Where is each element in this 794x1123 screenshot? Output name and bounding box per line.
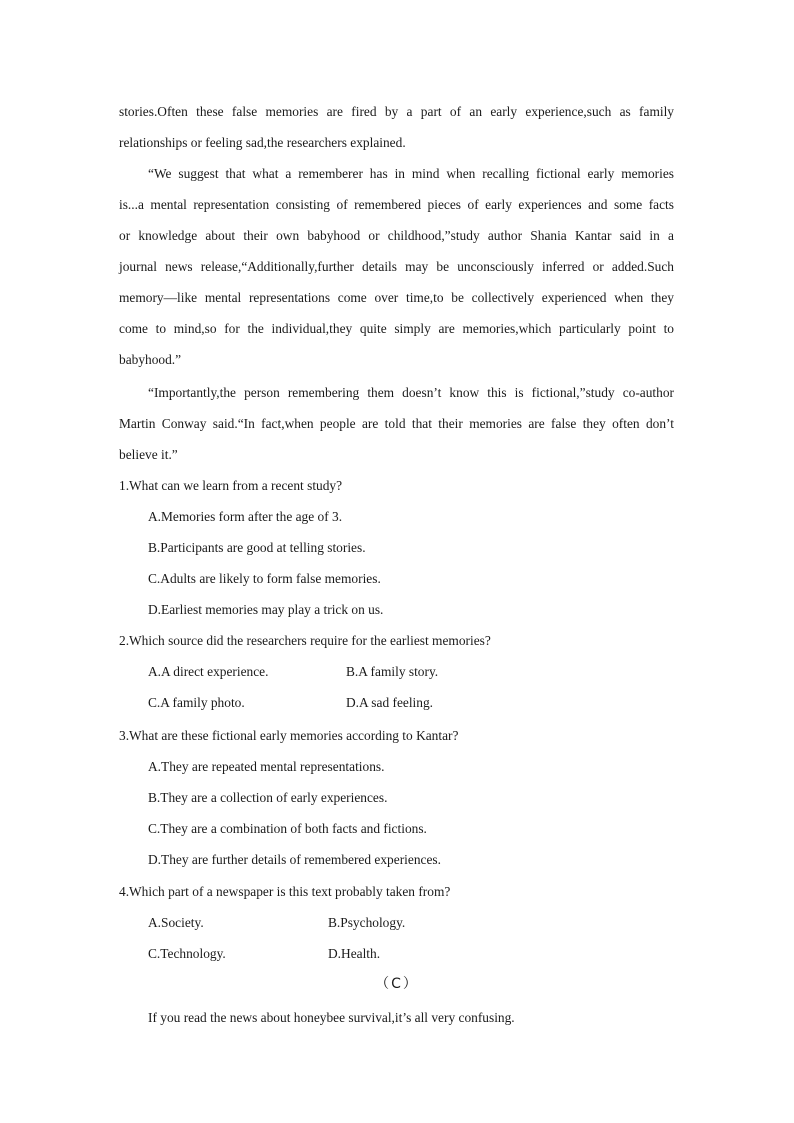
question-2-option-d: D.A sad feeling. [346, 695, 434, 710]
question-1-stem: 1.What can we learn from a recent study? [119, 478, 343, 493]
question-3-option-b: B.They are a collection of early experiences. [148, 790, 388, 805]
passage-line-6: journal news release,“Additionally,further details may be unconsciously inferred or added.Such [119, 259, 674, 274]
passage-line-1: stories.Often these false memories are fired by a part of an early experience,such as family [119, 104, 674, 119]
passage-line-4: is...a mental representation consisting of remembered pieces of early experiences and some facts [119, 197, 674, 212]
question-4-option-b: B.Psychology. [328, 915, 406, 930]
question-4-option-d: D.Health. [328, 946, 381, 961]
passage-line-7: memory—like mental representations come over time,to be collectively experienced when they [119, 290, 674, 305]
question-2-option-b: B.A family story. [346, 664, 439, 679]
passage-line-2: relationships or feeling sad,the researchers explained. [119, 135, 406, 150]
question-4-option-a: A.Society. [148, 915, 204, 930]
question-1-option-b: B.Participants are good at telling stories. [148, 540, 366, 555]
passage-line-11: Martin Conway said.“In fact,when people are told that their memories are false they often don’t [119, 416, 674, 431]
question-2-option-c: C.A family photo. [148, 695, 245, 710]
question-3-option-c: C.They are a combination of both facts and fictions. [148, 821, 427, 836]
passage-line-5: or knowledge about their own babyhood or childhood,”study author Shania Kantar said in a [119, 228, 674, 243]
section-c-heading: （C） [375, 976, 419, 992]
passage-line-9: babyhood.” [119, 352, 182, 367]
question-3-option-a: A.They are repeated mental representations. [148, 759, 385, 774]
question-4-option-c: C.Technology. [148, 946, 226, 961]
question-2-stem: 2.Which source did the researchers require for the earliest memories? [119, 633, 491, 648]
question-1-option-d: D.Earliest memories may play a trick on us. [148, 602, 384, 617]
passage-line-12: believe it.” [119, 447, 178, 462]
passage-line-10: “Importantly,the person remembering them doesn’t know this is fictional,”study co-author [148, 385, 674, 400]
question-1-option-c: C.Adults are likely to form false memories. [148, 571, 381, 586]
section-c-first-line: If you read the news about honeybee survival,it’s all very confusing. [148, 1010, 515, 1025]
question-1-option-a: A.Memories form after the age of 3. [148, 509, 343, 524]
question-2-option-a: A.A direct experience. [148, 664, 269, 679]
passage-line-8: come to mind,so for the individual,they quite simply are memories,which particularly point to [119, 321, 674, 336]
question-3-stem: 3.What are these fictional early memories according to Kantar? [119, 728, 459, 743]
passage-line-3: “We suggest that what a rememberer has in mind when recalling fictional early memories [148, 166, 674, 181]
question-3-option-d: D.They are further details of remembered experiences. [148, 852, 441, 867]
question-4-stem: 4.Which part of a newspaper is this text probably taken from? [119, 884, 451, 899]
